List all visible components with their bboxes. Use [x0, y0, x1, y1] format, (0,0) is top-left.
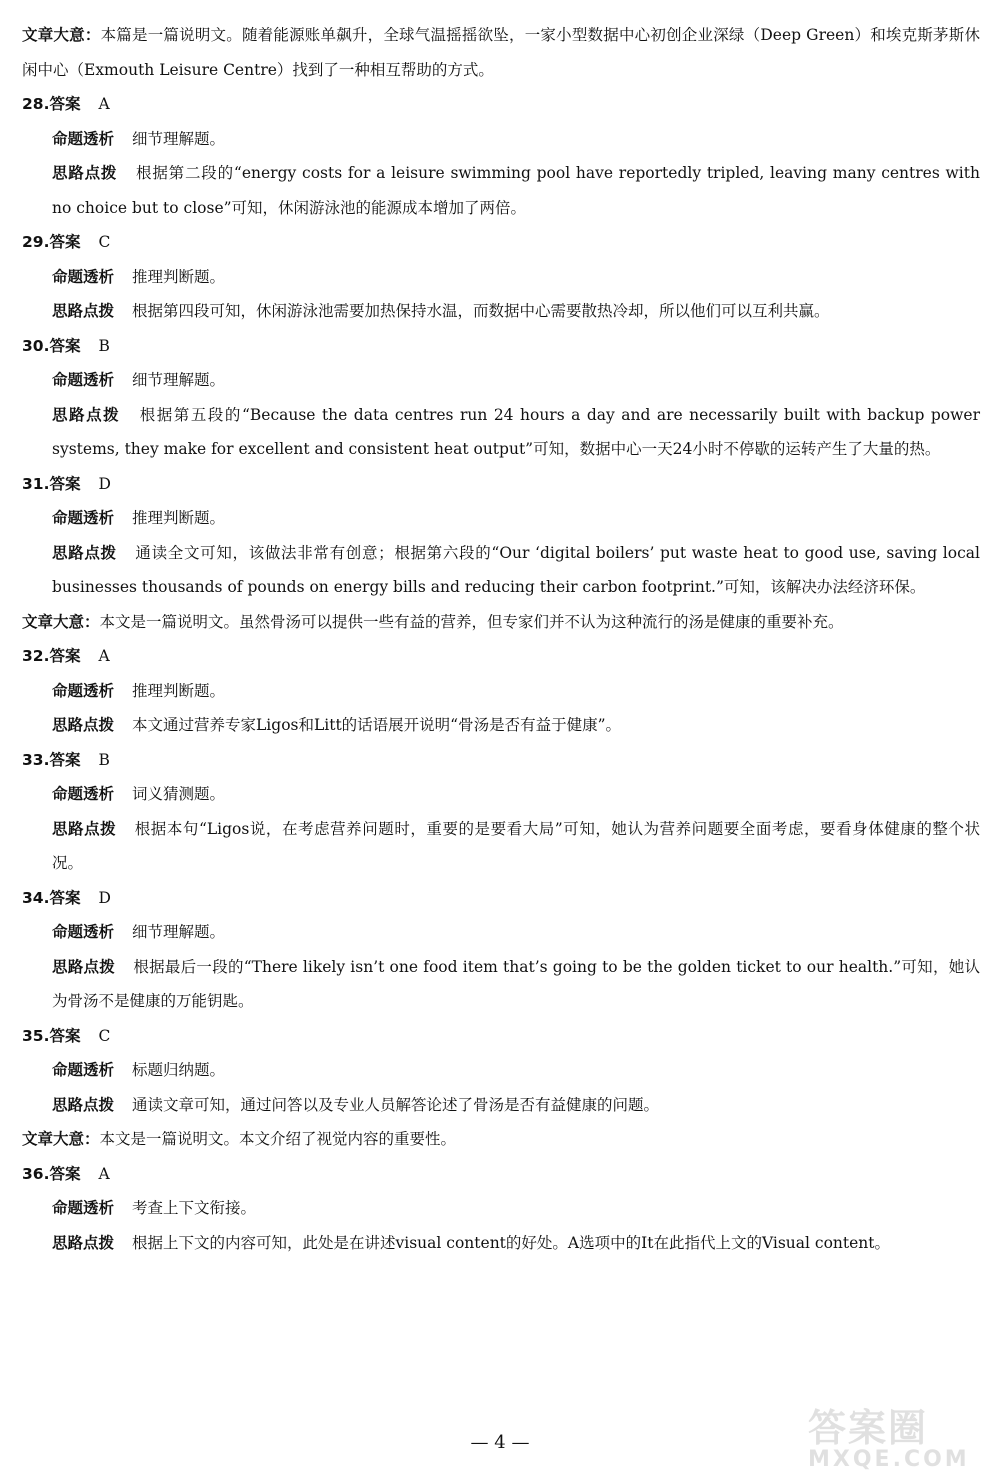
hint-text: 本文通过营养专家Ligos和Litt的话语展开说明“骨汤是否有益于健康”。: [132, 716, 622, 734]
analysis-label: 命题透析: [52, 129, 115, 148]
analysis-label: 命题透析: [52, 509, 115, 527]
hint-label: 思路点拨: [52, 819, 117, 838]
answer-line: [22, 743, 980, 778]
answer-value: B: [98, 336, 110, 355]
question-number: 34.: [22, 888, 50, 907]
hint-label: 思路点拨: [52, 405, 121, 424]
hint-row: [22, 536, 980, 605]
document-body: [22, 18, 980, 1260]
hint-label: 思路点拨: [52, 1233, 115, 1252]
analysis-text: 细节理解题。: [132, 923, 226, 941]
analysis-row: [22, 1191, 980, 1226]
hint-text: 根据第四段可知，休闲游泳池需要加热保持水温，而数据中心需要散热冷却，所以他们可以互利共赢。: [132, 302, 830, 320]
answer-line: [22, 639, 980, 674]
answer-value: B: [98, 750, 110, 769]
hint-row: [22, 950, 980, 1019]
summary-label: 文章大意: [22, 1130, 85, 1148]
watermark-url: MXQE.COM: [808, 1447, 970, 1472]
summary-colon: ：: [84, 612, 100, 631]
question-number: 33.: [22, 750, 50, 769]
hint-text: 根据上下文的内容可知，此处是在讲述visual content的好处。A选项中的It在此指代上文的Visual content。: [132, 1233, 890, 1252]
summary-colon: ：: [84, 26, 101, 44]
analysis-row: [22, 501, 980, 536]
hint-row: [22, 708, 980, 743]
analysis-label: 命题透析: [52, 371, 115, 389]
analysis-text: 推理判断题。: [132, 681, 226, 700]
analysis-row: [22, 363, 980, 398]
answer-line: [22, 1019, 980, 1054]
hint-row: [22, 1088, 980, 1123]
analysis-text: 考查上下文衔接。: [132, 1199, 257, 1217]
answer-value: A: [98, 647, 110, 665]
analysis-text: 标题归纳题。: [132, 1061, 226, 1079]
answer-line: [22, 881, 980, 916]
analysis-label: 命题透析: [52, 785, 115, 803]
question-number: 31.: [22, 474, 50, 493]
summary-text: 本文是一篇说明文。虽然骨汤可以提供一些有益的营养，但专家们并不认为这种流行的汤是健康的重要补充。: [99, 612, 844, 631]
answer-value: A: [98, 95, 110, 113]
summary-label: 文章大意: [22, 612, 85, 631]
answer-label: 答案: [49, 750, 81, 769]
analysis-label: 命题透析: [52, 923, 115, 941]
hint-label: 思路点拨: [52, 543, 117, 562]
summary-text: 本篇是一篇说明文。随着能源账单飙升，全球气温摇摇欲坠，一家小型数据中心初创企业深绿（Deep Green）和埃克斯茅斯休闲中心（Exmouth Leisure Centre）找到了一种相互帮助的方式。: [22, 26, 980, 79]
hint-label: 思路点拨: [52, 164, 118, 182]
analysis-text: 推理判断题。: [132, 267, 226, 286]
analysis-row: [22, 777, 980, 812]
answer-value: C: [98, 1026, 111, 1045]
hint-text: 根据最后一段的“There likely isn’t one food item that’s going to be the golden ticket to our health.”可知，她认为骨汤不是健康的万能钥匙。: [52, 957, 980, 1010]
answer-label: 答案: [49, 336, 81, 355]
hint-text: 通读全文可知，该做法非常有创意；根据第六段的“Our ‘digital boilers’ put waste heat to good use, saving local businesses thousands of pounds on energy bills and reducing their carbon footprint.”可知，该解决办法经济环保。: [52, 543, 980, 596]
question-number: 30.: [22, 336, 50, 355]
question-number: 35.: [22, 1026, 50, 1045]
hint-text: 通读文章可知，通过问答以及专业人员解答论述了骨汤是否有益健康的问题。: [132, 1095, 660, 1114]
answer-label: 答案: [49, 233, 81, 251]
answer-value: D: [98, 888, 111, 907]
hint-row: [22, 398, 980, 467]
analysis-text: 词义猜测题。: [132, 785, 226, 803]
hint-row: [22, 156, 980, 225]
hint-label: 思路点拨: [52, 957, 116, 976]
analysis-row: [22, 1053, 980, 1088]
hint-row: [22, 812, 980, 881]
answer-label: 答案: [49, 474, 81, 493]
answer-value: D: [98, 474, 111, 493]
analysis-row: [22, 260, 980, 295]
question-number: 28.: [22, 95, 50, 113]
hint-label: 思路点拨: [52, 302, 115, 320]
analysis-text: 推理判断题。: [132, 509, 226, 527]
watermark-text: 答案圈: [808, 1406, 929, 1450]
question-number: 29.: [22, 233, 50, 251]
answer-line: [22, 225, 980, 260]
hint-label: 思路点拨: [52, 716, 115, 734]
answer-line: [22, 329, 980, 364]
analysis-label: 命题透析: [52, 681, 115, 700]
answer-line: [22, 1157, 980, 1192]
page-number: — 4 —: [470, 1432, 530, 1453]
summary-colon: ：: [84, 1130, 100, 1148]
answer-value: A: [98, 1164, 110, 1183]
answer-value: C: [98, 233, 111, 251]
analysis-row: [22, 915, 980, 950]
answer-label: 答案: [49, 95, 81, 113]
analysis-text: 细节理解题。: [132, 129, 226, 148]
answer-label: 答案: [49, 888, 81, 907]
hint-label: 思路点拨: [52, 1095, 115, 1114]
analysis-label: 命题透析: [52, 1199, 115, 1217]
answer-label: 答案: [49, 1026, 81, 1045]
hint-row: [22, 1226, 980, 1261]
hint-text: 根据本句“Ligos说，在考虑营养问题时，重要的是要看大局”可知，她认为营养问题要全面考虑，要看身体健康的整个状况。: [52, 819, 980, 872]
analysis-label: 命题透析: [52, 1061, 115, 1079]
answer-label: 答案: [49, 647, 81, 665]
question-number: 32.: [22, 647, 50, 665]
analysis-label: 命题透析: [52, 267, 115, 286]
answer-label: 答案: [49, 1164, 81, 1183]
article-summary: [22, 1122, 980, 1157]
question-number: 36.: [22, 1164, 50, 1183]
answer-line: [22, 87, 980, 122]
article-summary: [22, 18, 980, 87]
article-summary: [22, 605, 980, 640]
summary-text: 本文是一篇说明文。本文介绍了视觉内容的重要性。: [99, 1130, 457, 1148]
answer-line: [22, 467, 980, 502]
hint-text: 根据第五段的“Because the data centres run 24 hours a day and are necessarily built with backup power systems, they make for excellent and consistent heat output”可知，数据中心一天24小时不停歇的运转产生了大量的热。: [52, 405, 980, 458]
hint-row: [22, 294, 980, 329]
analysis-row: [22, 674, 980, 709]
analysis-text: 细节理解题。: [132, 371, 226, 389]
analysis-row: [22, 122, 980, 157]
hint-text: 根据第二段的“energy costs for a leisure swimming pool have reportedly tripled, leaving many centres with no choice but to close”可知，休闲游泳池的能源成本增加了两倍。: [52, 164, 980, 217]
summary-label: 文章大意: [22, 26, 85, 44]
watermark-logo: [808, 1408, 978, 1476]
